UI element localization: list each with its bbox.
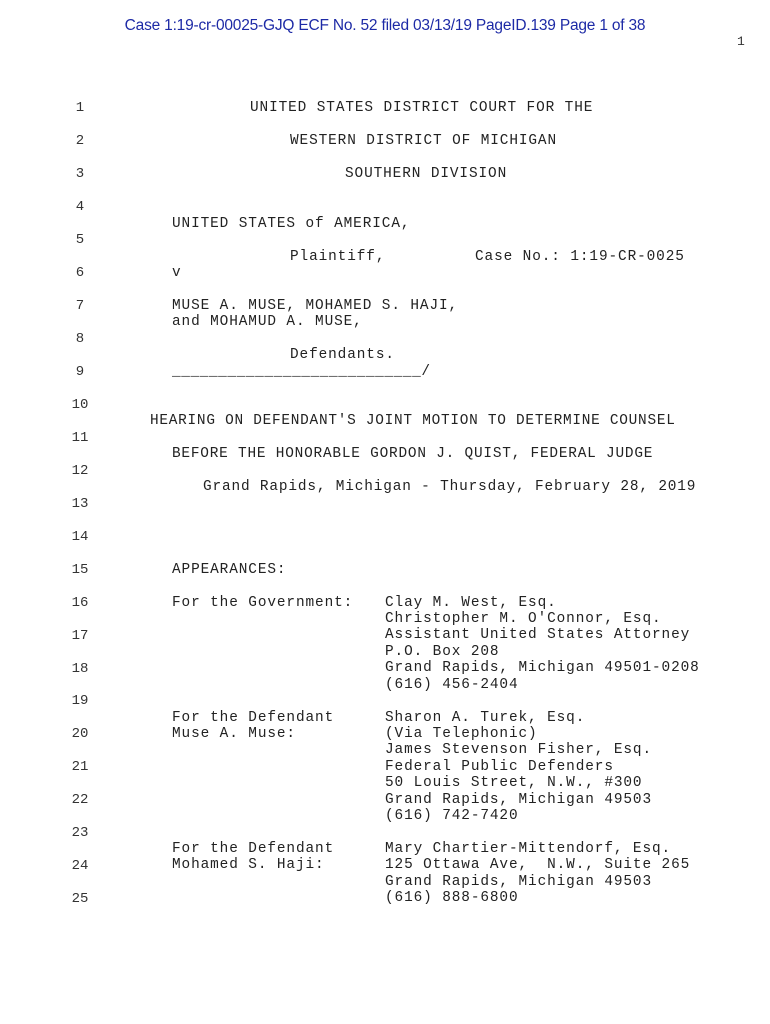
defendant-muse-counsel-line: Federal Public Defenders [385,759,614,775]
defendants-line2: and MOHAMUD A. MUSE, [172,314,363,330]
defendant-haji-counsel-line: Grand Rapids, Michigan 49503 [385,874,653,890]
line-number: 11 [71,430,89,446]
hearing-title: HEARING ON DEFENDANT'S JOINT MOTION TO DETERMINE COUNSEL [150,413,676,429]
defendant-haji-counsel-line: (616) 888-6800 [385,890,519,906]
line-number: 18 [71,661,89,677]
versus: v [172,265,182,281]
line-number: 9 [75,364,85,380]
government-counsel-line: P.O. Box 208 [385,644,500,660]
line-number: 7 [75,298,85,314]
defendant-muse-label: Muse A. Muse: [172,726,296,742]
line-number: 8 [75,331,85,347]
court-name-line1: UNITED STATES DISTRICT COURT FOR THE [250,100,594,116]
signature-rule: ___________________________/ [172,364,431,380]
plaintiff-name: UNITED STATES of AMERICA, [172,216,411,232]
line-number: 3 [75,166,85,182]
ecf-header-stamp: Case 1:19-cr-00025-GJQ ECF No. 52 filed 03/13/19 PageID.139 Page 1 of 38 [124,17,646,34]
hearing-location-date: Grand Rapids, Michigan - Thursday, February 28, 2019 [203,479,697,495]
line-number: 1 [75,100,85,116]
appearances-heading: APPEARANCES: [172,562,287,578]
line-number: 16 [71,595,89,611]
defendants-line1: MUSE A. MUSE, MOHAMED S. HAJI, [172,298,459,314]
line-number: 6 [75,265,85,281]
line-number: 2 [75,133,85,149]
line-number: 14 [71,529,89,545]
line-number: 23 [71,825,89,841]
line-number: 24 [71,858,89,874]
government-counsel-line: Assistant United States Attorney [385,627,691,643]
defendants-role: Defendants. [290,347,395,363]
line-number: 4 [75,199,85,215]
government-counsel-line: Grand Rapids, Michigan 49501-0208 [385,660,700,676]
defendant-haji-label: Mohamed S. Haji: [172,857,325,873]
defendant-haji-label: For the Defendant [172,841,335,857]
line-number: 12 [71,463,89,479]
line-number: 21 [71,759,89,775]
line-number: 15 [71,562,89,578]
defendant-muse-counsel-line: Grand Rapids, Michigan 49503 [385,792,653,808]
government-label: For the Government: [172,595,354,611]
line-number: 22 [71,792,89,808]
defendant-haji-counsel-line: 125 Ottawa Ave, N.W., Suite 265 [385,857,691,873]
line-number: 19 [71,693,89,709]
hearing-judge: BEFORE THE HONORABLE GORDON J. QUIST, FEDERAL JUDGE [172,446,654,462]
government-counsel-line: Clay M. West, Esq. [385,595,557,611]
defendant-muse-counsel-line: 50 Louis Street, N.W., #300 [385,775,643,791]
government-counsel-line: Christopher M. O'Connor, Esq. [385,611,662,627]
defendant-muse-label: For the Defendant [172,710,335,726]
line-number: 17 [71,628,89,644]
line-number: 5 [75,232,85,248]
line-number: 13 [71,496,89,512]
line-number: 10 [71,397,89,413]
government-counsel-line: (616) 456-2404 [385,677,519,693]
defendant-muse-counsel-line: James Stevenson Fisher, Esq. [385,742,653,758]
court-name-line2: WESTERN DISTRICT OF MICHIGAN [290,133,558,149]
page-number: 1 [737,34,745,49]
defendant-muse-counsel-line: (616) 742-7420 [385,808,519,824]
defendant-muse-counsel-line: Sharon A. Turek, Esq. [385,710,586,726]
defendant-muse-counsel-line: (Via Telephonic) [385,726,538,742]
line-number: 20 [71,726,89,742]
case-number: Case No.: 1:19-CR-0025 [475,249,685,265]
plaintiff-role: Plaintiff, [290,249,386,265]
line-number: 25 [71,891,89,907]
defendant-haji-counsel-line: Mary Chartier-Mittendorf, Esq. [385,841,672,857]
court-division: SOUTHERN DIVISION [345,166,508,182]
